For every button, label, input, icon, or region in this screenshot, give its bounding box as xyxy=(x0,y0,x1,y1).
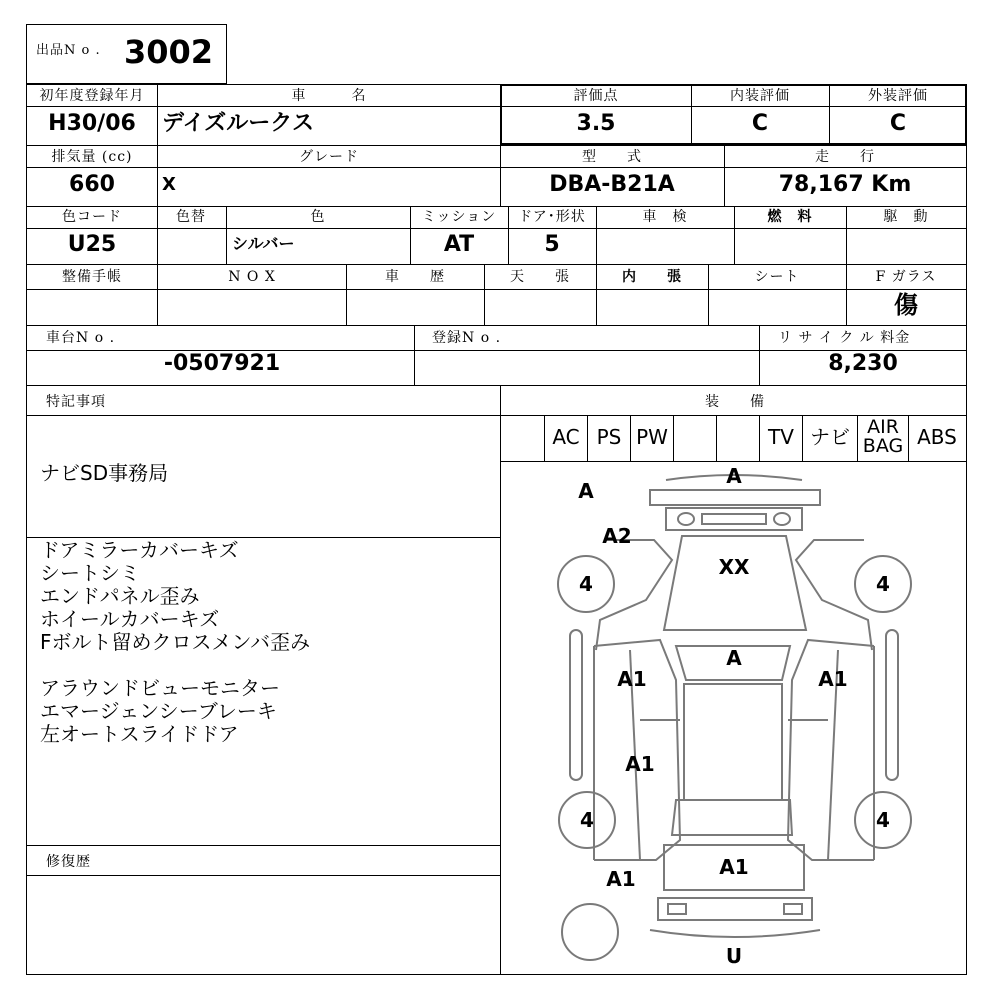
equipment-tv: TV xyxy=(768,425,794,449)
grade-label: グレード xyxy=(299,149,359,165)
note-line: ホイールカバーキズ xyxy=(40,607,220,631)
interior-trim-label: 内 張 xyxy=(622,269,682,285)
recycle-fee-value: 8,230 xyxy=(828,351,898,376)
equipment-pw: PW xyxy=(636,425,668,449)
listing-number-label: 出品N o . xyxy=(36,43,101,58)
seat-label: シート xyxy=(754,269,800,285)
front-glass-label: F ガラス xyxy=(875,269,937,285)
mileage-value: 78,167 Km xyxy=(778,172,912,197)
mark-tire-rear-right: 4 xyxy=(876,808,890,832)
car-name-label: 車 名 xyxy=(291,88,367,104)
note-line: Fボルト留めクロスメンバ歪み xyxy=(40,630,311,654)
listing-number: 3002 xyxy=(124,33,214,71)
special-notes-label: 特記事項 xyxy=(46,394,106,410)
equipment-airbag: AIR BAG xyxy=(862,416,904,457)
nox-label: N O X xyxy=(228,269,276,285)
chassis-number-label: 車台N o . xyxy=(46,330,116,346)
model-code-label: 型 式 xyxy=(582,149,642,165)
note-line: シートシミ xyxy=(40,561,140,585)
mark-front-left-corner: A xyxy=(578,479,594,503)
exterior-grade-label: 外装評価 xyxy=(868,88,928,104)
mark-roof: A xyxy=(726,646,742,670)
grade-value: X xyxy=(162,174,176,195)
chassis-number-value: -0507921 xyxy=(163,351,281,376)
door-shape-label: ドア･形状 xyxy=(518,209,586,225)
repair-history-label: 修復歴 xyxy=(46,854,91,870)
displacement-value: 660 xyxy=(69,172,115,197)
color-value: シルバー xyxy=(232,234,295,253)
mark-left-pillar: A2 xyxy=(602,524,632,548)
equipment-navi: ナビ xyxy=(810,425,850,449)
door-shape-value: 5 xyxy=(544,232,560,257)
equipment-label: 装 備 xyxy=(705,394,765,410)
front-glass-value: 傷 xyxy=(894,290,918,319)
drive-label: 駆 動 xyxy=(883,209,929,225)
special-notes-first-line: ナビSD事務局 xyxy=(40,461,169,485)
mark-tire-rear-left: 4 xyxy=(580,808,594,832)
vehicle-history-label: 車 歴 xyxy=(385,269,445,285)
interior-grade-label: 内装評価 xyxy=(730,88,790,104)
mark-right-front-door: A1 xyxy=(818,667,848,691)
fuel-label: 燃 料 xyxy=(767,209,813,225)
mark-rear-bumper: U xyxy=(725,944,743,968)
color-code-value: U25 xyxy=(67,232,117,257)
transmission-value: AT xyxy=(443,232,475,257)
note-line: エンドパネル歪み xyxy=(40,584,200,608)
registration-date-label: 初年度登録年月 xyxy=(39,88,145,104)
equipment-ac: AC xyxy=(552,425,580,449)
registration-date-value: H30/06 xyxy=(48,111,136,136)
inspection-label: 車 検 xyxy=(642,209,688,225)
score-label: 評価点 xyxy=(573,88,619,104)
equipment-ps: PS xyxy=(596,425,622,449)
mark-tailgate: A1 xyxy=(719,855,749,879)
mark-left-rear-quarter: A1 xyxy=(606,867,636,891)
note-line: 左オートスライドドア xyxy=(40,722,239,746)
note-line xyxy=(40,654,310,677)
repaint-label: 色替 xyxy=(176,209,206,225)
equipment-abs: ABS xyxy=(917,425,957,449)
main-form-frame xyxy=(26,84,967,975)
transmission-label: ミッション xyxy=(421,209,497,225)
model-code-value: DBA-B21A xyxy=(549,172,675,197)
score-value: 3.5 xyxy=(576,111,616,136)
car-name-value: デイズルークス xyxy=(162,111,315,136)
note-line: ドアミラーカバーキズ xyxy=(40,538,239,562)
service-book-label: 整備手帳 xyxy=(62,269,122,285)
mileage-label: 走 行 xyxy=(815,149,875,165)
displacement-label: 排気量 (cc) xyxy=(51,149,133,165)
mark-left-rear-door: A1 xyxy=(625,752,655,776)
recycle-fee-label: リ サ イ ク ル 料金 xyxy=(778,330,911,346)
color-code-label: 色コード xyxy=(62,209,122,225)
headliner-label: 天 張 xyxy=(510,269,570,285)
special-notes-list xyxy=(40,539,310,746)
mark-left-front-door: A1 xyxy=(617,667,647,691)
interior-grade-value: C xyxy=(751,111,769,136)
registration-number-label: 登録N o . xyxy=(432,330,502,346)
mark-front-bumper: A xyxy=(726,464,742,488)
color-label: 色 xyxy=(310,209,326,225)
note-line: エマージェンシーブレーキ xyxy=(40,699,277,723)
mark-hood: XX xyxy=(718,555,750,579)
note-line: アラウンドビューモニター xyxy=(40,676,280,700)
mark-tire-front-right: 4 xyxy=(876,572,890,596)
exterior-grade-value: C xyxy=(889,111,907,136)
mark-tire-front-left: 4 xyxy=(579,572,593,596)
